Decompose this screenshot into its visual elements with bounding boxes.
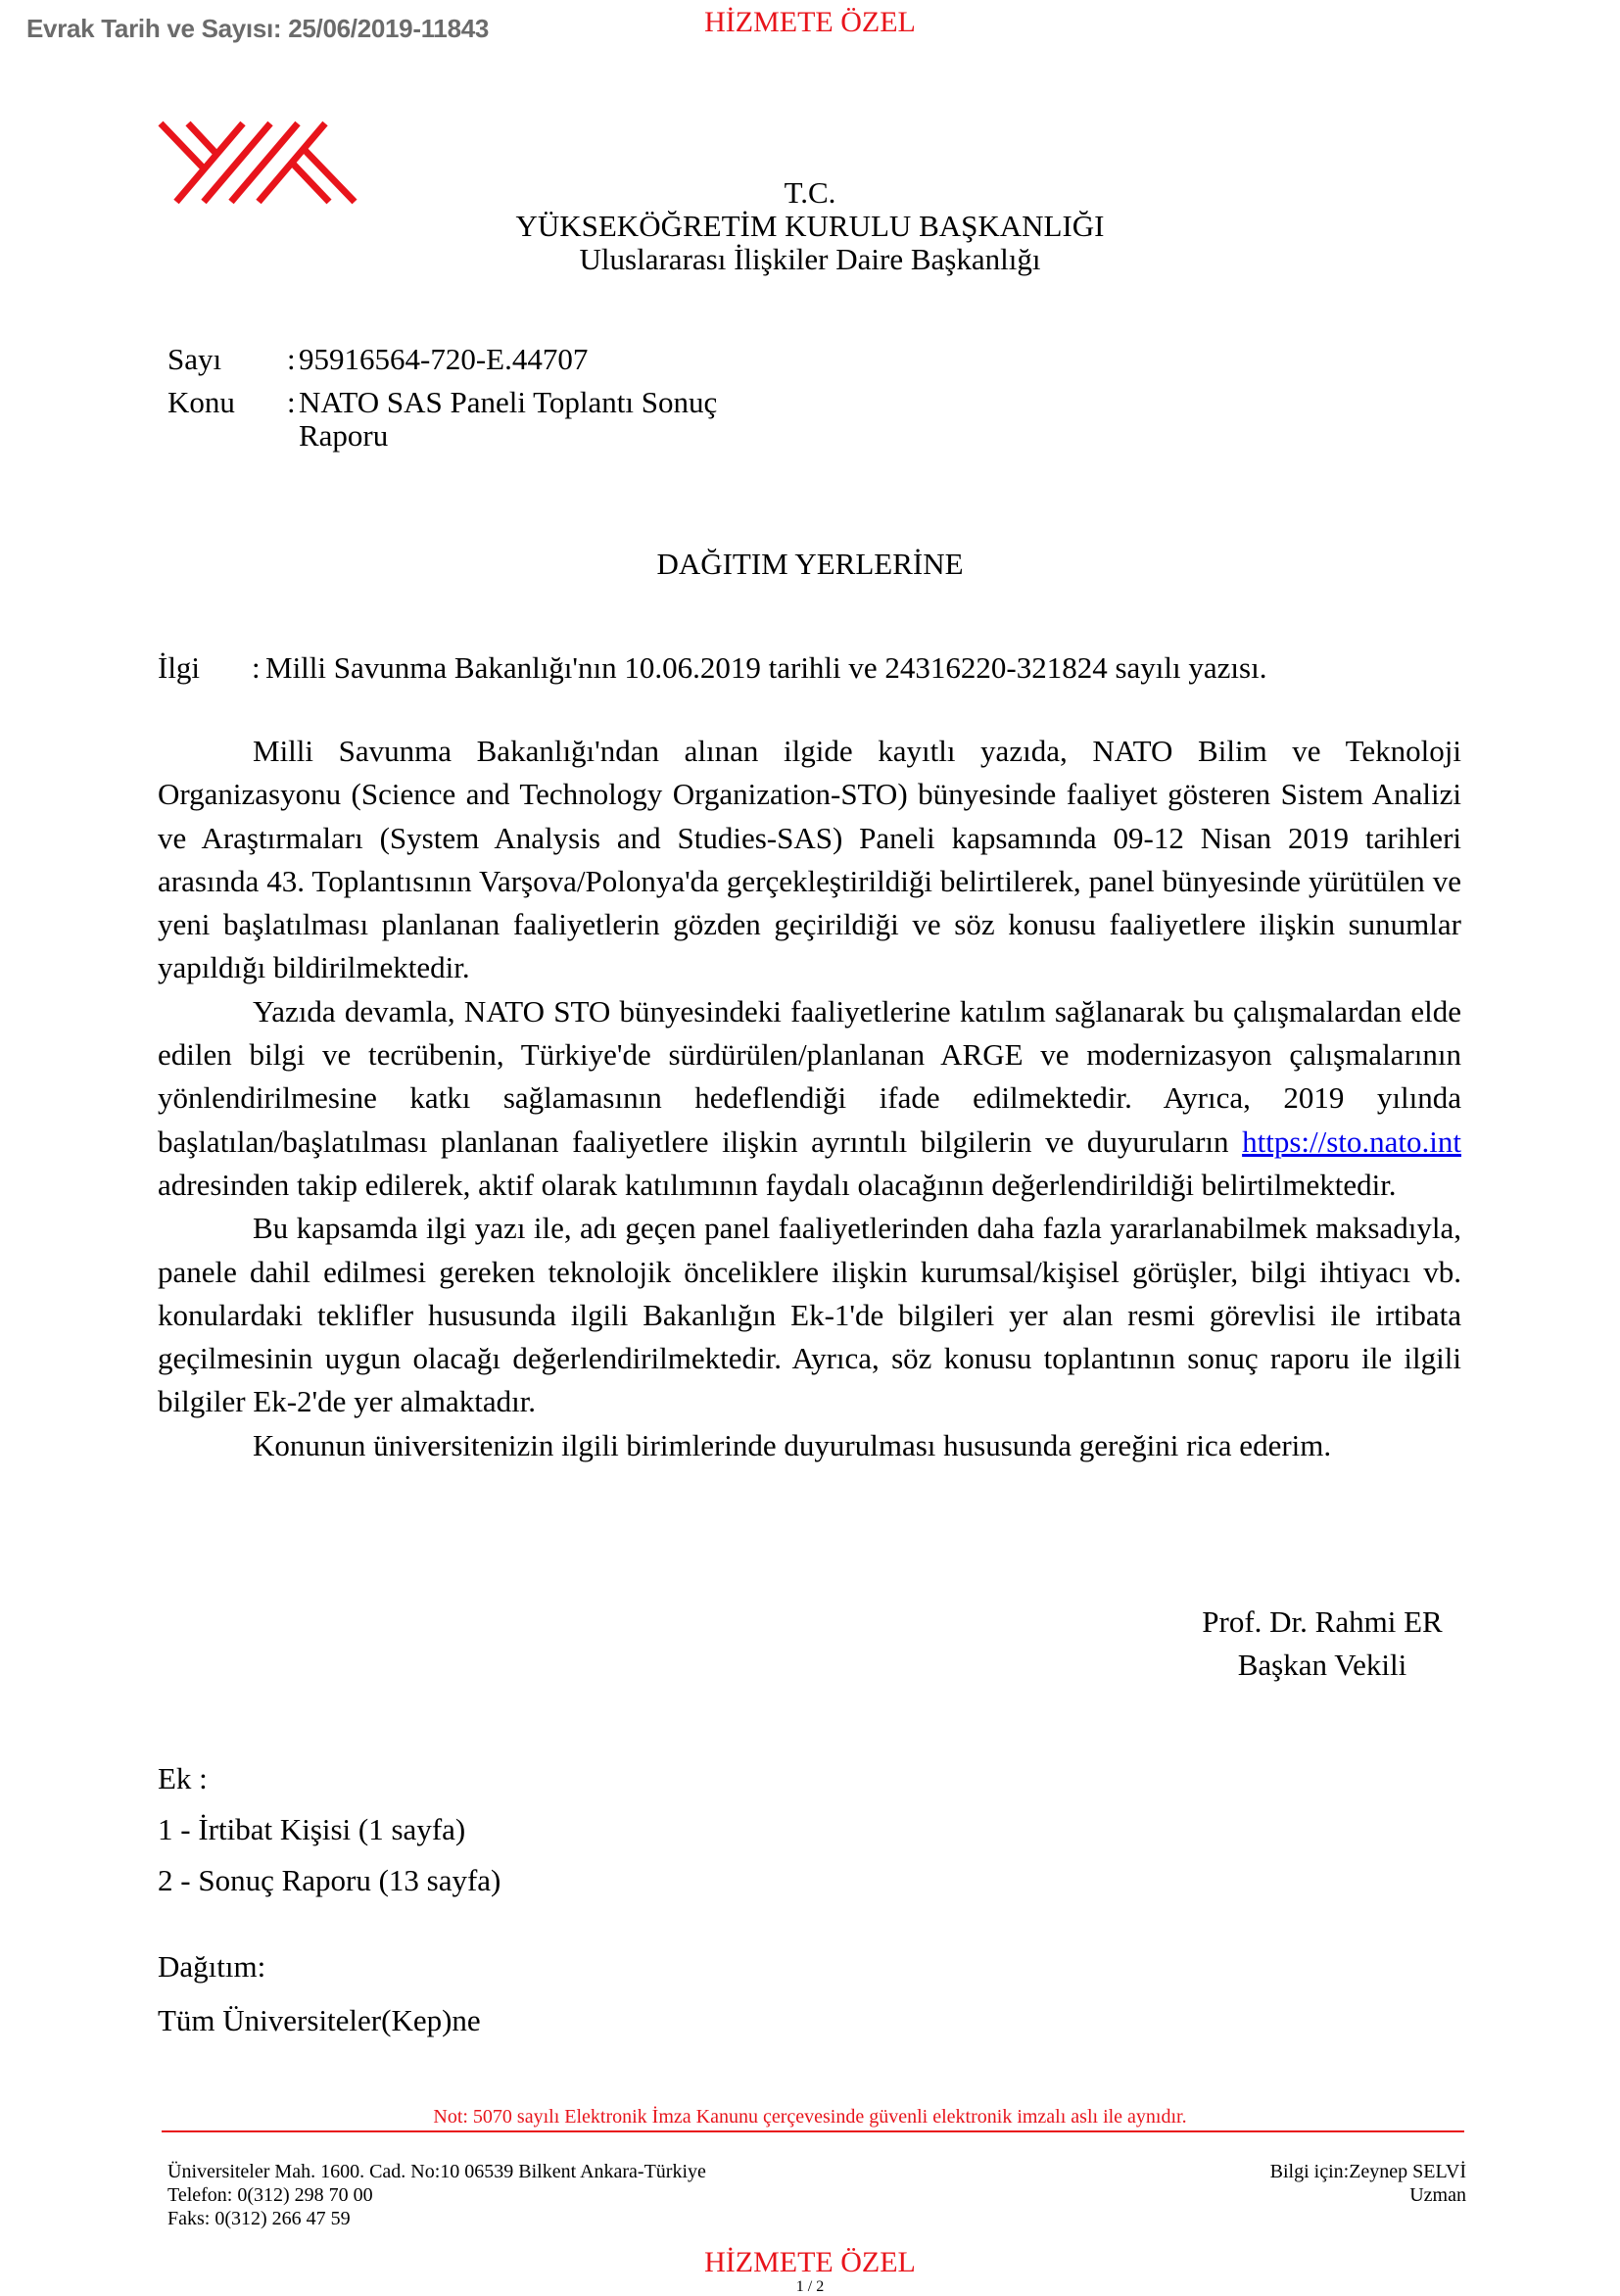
distribution-value: Tüm Üniversiteler(Kep)ne	[158, 2003, 481, 2037]
logo-stripe	[188, 123, 215, 153]
body-paragraph: Bu kapsamda ilgi yazı ile, adı geçen panel faaliyetlerinden daha fazla yararlanabilmek maksadıyla, panele dahil edilmesi gereken teknolojik önceliklere ilişkin kurumsal/kişisel görüşler, bilgi ihtiyacı vb. konulardaki teklifler hususunda ilgili Bakanlığın Ek-1'de bilgileri yer alan resmi görevlisi ile irtibata geçilmesinin uygun olacağı değerlendirilmektedir. Ayrıca, söz konusu toplantının sonuç raporu ile ilgili bilgiler Ek-2'de yer almaktadır.	[158, 1211, 1461, 1419]
document-date-number: Evrak Tarih ve Sayısı: 25/06/2019-11843	[26, 14, 490, 43]
sayi-colon: :	[287, 342, 296, 376]
footer-address-block	[167, 2160, 706, 2230]
footer-fax: Faks: 0(312) 266 47 59	[167, 2208, 351, 2229]
ilgi-text: Milli Savunma Bakanlığı'nın 10.06.2019 tarihli ve 24316220-321824 sayılı yazısı.	[265, 650, 1267, 685]
footer-divider	[162, 2130, 1464, 2132]
ilgi-colon: :	[252, 650, 261, 685]
signature-block	[1156, 1601, 1489, 1687]
attachments-label: Ek :	[158, 1761, 208, 1795]
sto-nato-link[interactable]: https://sto.nato.int	[1242, 1124, 1461, 1159]
ilgi-row	[158, 650, 1267, 686]
page-number: 1 / 2	[795, 2278, 825, 2295]
body-paragraph: Konunun üniversitenizin ilgili birimlerinde duyurulması hususunda gereğini rica ederim.	[253, 1427, 1332, 1462]
header-tc: T.C.	[784, 175, 836, 210]
signatory-title: Başkan Vekili	[1237, 1648, 1407, 1682]
footer-contact-title: Uzman	[1409, 2184, 1466, 2206]
distribution-label: Dağıtım:	[158, 1949, 266, 1984]
ilgi-label: İlgi	[158, 650, 201, 685]
body-text: Yazıda devamla, NATO STO bünyesindeki faaliyetlerine katılım sağlanarak bu çalışmalardan elde edilen bilgi ve tecrübenin, Türkiye'de sürdürülen/planlanan ARGE ve modernizasyon çalışmalarının yönlendirilmesine katkı sağlamasının hedeflendiği ifade edilmektedir. Ayrıca, 2019 yılında başlatılan/başlatılması planlanan faaliyetlere ilişkin ayrıntılı bilgilerin ve duyuruların	[158, 993, 1461, 1159]
sayi-value: 95916564-720-E.44707	[299, 342, 589, 376]
footer-contact-block	[1270, 2160, 1466, 2207]
header-department: Uluslararası İlişkiler Daire Başkanlığı	[579, 242, 1041, 276]
letter-body	[158, 730, 1461, 1467]
recipient-heading: DAĞITIM YERLERİNE	[656, 547, 964, 581]
classification-label-bottom: HİZMETE ÖZEL	[704, 2246, 916, 2278]
distribution-block	[158, 1939, 481, 2047]
attachment-item: 2 - Sonuç Raporu (13 sayfa)	[158, 1863, 501, 1897]
attachment-item: 1 - İrtibat Kişisi (1 sayfa)	[158, 1812, 466, 1846]
header-institution: YÜKSEKÖĞRETİM KURULU BAŞKANLIĞI	[515, 209, 1105, 243]
konu-value: NATO SAS Paneli Toplantı Sonuç Raporu	[299, 385, 718, 453]
classification-label-top: HİZMETE ÖZEL	[704, 6, 916, 38]
konu-colon: :	[287, 385, 296, 419]
e-signature-note: Not: 5070 sayılı Elektronik İmza Kanunu çerçevesinde güvenli elektronik imzalı aslı ile aynıdır.	[433, 2106, 1187, 2128]
footer-contact: Bilgi için:Zeynep SELVİ	[1269, 2161, 1466, 2182]
konu-label: Konu	[167, 385, 235, 419]
attachments-block	[158, 1753, 500, 1906]
footer-address: Üniversiteler Mah. 1600. Cad. No:10 06539 Bilkent Ankara-Türkiye	[167, 2161, 706, 2182]
body-text: adresinden takip edilerek, aktif olarak katılımının faydalı olacağının değerlendirildiği belirtilmektedir.	[158, 1167, 1397, 1202]
signatory-name: Prof. Dr. Rahmi ER	[1202, 1604, 1443, 1639]
footer-phone: Telefon: 0(312) 298 70 00	[167, 2184, 373, 2206]
sayi-label: Sayı	[167, 342, 222, 376]
body-paragraph: Milli Savunma Bakanlığı'ndan alınan ilgide kayıtlı yazıda, NATO Bilim ve Teknoloji Organizasyonu (Science and Technology Organization-STO) bünyesinde faaliyet gösteren Sistem Analizi ve Araştırmaları (System Analysis and Studies-SAS) Paneli kapsamında 09-12 Nisan 2019 tarihleri arasında 43. Toplantısının Varşova/Polonya'da gerçekleştirildiği belirtilerek, panel bünyesinde yürütülen ve yeni başlatılması planlanan faaliyetlerin gözden geçirildiği ve söz konusu faaliyetlere ilişkin sunumlar yapıldığı bildirilmektedir.	[158, 734, 1461, 985]
body-paragraph	[158, 990, 1461, 1207]
